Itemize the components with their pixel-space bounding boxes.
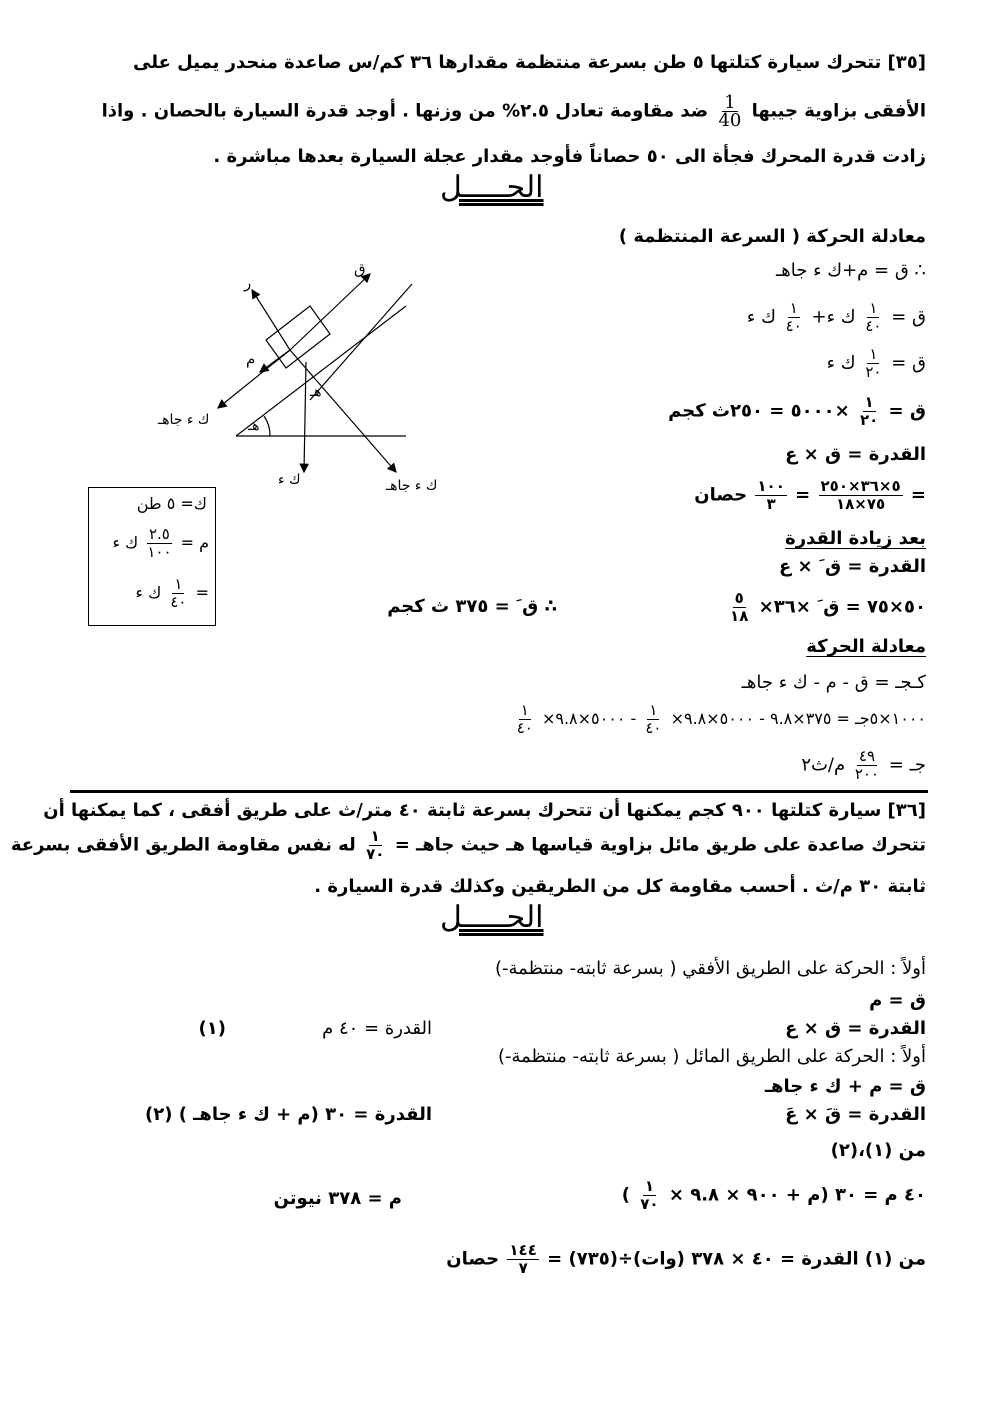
p35-eq2-frac-b-num: ١ [789,299,798,317]
p35-force2-result: ∴ ق َ = ٣٧٥ ث كجم [387,596,557,617]
p36-step8 [622,1178,926,1213]
p36-problem-line2a: تتحرك صاعدة على طريق مائل بزاوية قياسها هـ حيث جاهـ = [394,834,926,856]
p35-problem-line2a: الأفقى بزاوية جيبها [751,100,926,122]
p35-power2-frac-den: ١٨ [730,607,749,625]
p35-power-calc [694,478,926,513]
resistance-label: م [246,350,256,368]
p35-eq4-rhs: ×٥٠٠٠ = ٢٥٠ث كجم [668,400,850,422]
p36-problem-line2 [11,828,926,863]
p35-eq7-lhs: جـ = [888,754,926,776]
p35-problem-fraction-num: 1 [724,92,736,113]
p35-eq3-rhs: ك ء [826,352,856,374]
p35-eq6-frac-b [515,702,535,737]
p36-step9 [446,1242,926,1277]
givens-frac2-den: ٤٠ [170,593,187,611]
p36-problem-line2b: له نفس مقاومة الطريق الأفقى بسرعة [10,834,356,856]
p36-step8-frac-num: ١ [644,1177,655,1195]
p36-step8-text: ٤٠ م = ٣٠ (م + ٩٠٠ × ٩.٨ × [668,1184,926,1206]
p35-eq4-frac [858,394,880,429]
p35-eq7-unit: م/ث٢ [801,754,846,776]
p36-step3c: (١) [198,1018,226,1039]
p36-step8b: م = ٣٧٨ نيوتن [273,1188,402,1209]
p36-problem-fraction-den: ٧٠ [366,845,385,863]
p35-eq6 [513,702,926,737]
givens-m-frac-num: ٢.٥ [148,525,170,543]
section-divider [70,790,928,793]
p35-problem-line3: زادت قدرة المحرك فجأة الى ٥٠ حصاناً فأوجد مقدار عجلة السيارة بعدها مباشرة . [213,146,926,167]
p35-power-calc-frac-den: ٧٥×١٨ [835,495,886,513]
p35-power-calc-frac-num: ٥×٣٦×٢٥٠ [820,477,901,495]
normal-label: ر [244,274,252,292]
p35-power-result-eq: = [795,484,811,506]
p36-step6b: القدرة = ٣٠ (م + ك ء جاهـ ) (٢) [145,1104,432,1125]
p35-problem-fraction-den: 40 [718,110,742,131]
p35-eq5: كـجـ = ق - م - ك ء جاهـ [741,672,926,693]
p36-step7: من (١)،(٢) [830,1140,926,1161]
p36-step8-close: ) [621,1184,630,1206]
givens-frac2-num: ١ [174,575,183,593]
p35-power-calc-frac [819,478,903,513]
p35-eq7 [801,748,926,783]
p35-eq2-frac-a-den: ٤٠ [865,317,882,335]
p35-eq4 [668,394,926,429]
p35-problem-line1: [٣٥] تتحرك سيارة كتلتها ٥ طن بسرعة منتظمة مقدارها ٣٦ كم/س صاعدة منحدر يميل على [133,52,926,73]
p36-step3: القدرة = ق × ع [785,1018,926,1039]
p36-step9-unit: حصان [446,1248,500,1270]
givens-frac2 [168,576,188,611]
p36-step8-frac-den: ٧٠ [640,1195,659,1213]
givens-box [88,487,216,626]
givens-resistance2 [135,576,209,611]
weight-arrow [304,362,306,472]
p35-motion-heading: معادلة الحركة ( السرعة المنتظمة ) [618,226,926,247]
givens-kg2: ك ء [135,583,162,602]
p35-eq6-frac-b-den: ٤٠ [516,719,533,737]
p36-step9-frac [507,1242,538,1277]
givens-eq2: = [195,583,209,602]
p36-problem-fraction [364,828,386,863]
p35-power-unit: حصان [694,484,748,506]
p35-eq2-frac-a-num: ١ [869,299,878,317]
p35-problem-fraction [716,94,743,129]
p35-eq7-frac-den: ٢٠٠ [854,765,880,783]
givens-m-kg: ك ء [112,533,139,552]
force-diagram [140,250,460,500]
p35-eq3-frac [863,346,883,381]
p36-step6: القدرة = قَ × عَ [785,1104,926,1125]
p35-eq2-lhs: ق = [891,306,926,328]
p35-eq7-frac [853,748,881,783]
p35-eq2-frac-a [863,300,883,335]
p35-power2-eq [726,590,926,625]
p35-eq2-rhs: ك ء [746,306,776,328]
angle-arc [264,416,270,436]
p36-problem-fraction-num: ١ [370,827,380,845]
p35-eq7-frac-num: ٤٩ [858,747,876,765]
p35-power-result-frac [755,478,786,513]
p35-eq6-text: ١٠٠٠×٥جـ = ٣٧٥×٩.٨ - ٥٠٠٠×٩.٨× [670,709,926,728]
p35-eq4-frac-num: ١ [864,393,874,411]
p35-motion2-heading-text: معادلة الحركة [806,636,926,657]
p35-power-label: القدرة = ق × ع [785,444,926,465]
p36-step2: ق = م [869,990,926,1011]
givens-mass: ك= ٥ طن [136,494,207,513]
p35-eq3 [827,346,926,381]
p35-eq3-lhs: ق = [891,352,926,374]
p35-power2-frac [728,590,750,625]
p35-eq2-kg-a: ك ء [826,306,856,328]
p35-power2-label: القدرة = ق َ × ع [778,556,926,577]
p35-eq2: ق = $\frac{١}{٤٠}$ ك ء+ $\frac{١}{٤٠}$ ك ء [746,299,926,335]
p36-step8-frac [638,1178,660,1213]
p35-eq2-frac-b-den: ٤٠ [785,317,802,335]
p35-power-calc-eq: = [910,484,926,506]
p36-step3b: القدرة = ٤٠ م [322,1018,432,1039]
p36-step9-frac-den: ٧ [518,1259,528,1277]
p35-eq6b-text: - ٥٠٠٠×٩.٨× [541,709,637,728]
givens-m-frac [145,526,173,561]
p35-eq6-frac-a-num: ١ [649,701,658,719]
p35-power-result-den: ٣ [766,495,776,513]
p36-step5: ق = م + ك ء جاهـ [764,1076,926,1097]
p36-problem-line3: ثابتة ٣٠ م/ث . أحسب مقاومة كل من الطريقين وكذلك قدرة السيارة . [314,876,926,897]
p35-power2-eq-text: ٥٠×٧٥ = ق َ ×٣٦× [758,596,926,618]
p35-solution-heading: الحـــــل [440,170,544,205]
p35-power2-frac-num: ٥ [734,589,744,607]
p35-eq6-frac-b-num: ١ [520,701,529,719]
angle-label-base: هـ [248,418,260,434]
p35-eq1: ∴ ق = م+ك ء جاهـ [775,260,926,281]
p35-eq4-frac-den: ٢٠ [859,411,879,429]
p35-eq6-frac-a-den: ٤٠ [645,719,662,737]
p35-eq3-frac-num: ١ [869,345,878,363]
p35-eq4-lhs: ق = [888,400,926,422]
p35-after-increase-text: بعد زيادة القدرة [785,528,926,549]
p35-eq2-frac-b [784,300,804,335]
component-arrow-2 [290,350,396,472]
p36-problem-line1: [٣٦] سيارة كتلتها ٩٠٠ كجم يمكنها أن تتحرك بسرعة ثابتة ٤٠ متر/ث على طريق أفقى ، كما يمكنها أن [43,800,926,821]
p35-after-increase [785,528,926,549]
component-label-2: ك ء جاهـ [386,478,438,494]
p36-step1: أولاً : الحركة على الطريق الأفقي ( بسرعة ثابته- منتظمة-) [495,958,926,979]
p35-eq3-frac-den: ٢٠ [865,363,882,381]
p35-motion2-heading [806,636,926,657]
component-label-1: ك ء جاهـ [158,412,210,428]
p35-problem-line2 [102,94,926,129]
p36-step9-text: من (١) القدرة = ٤٠ × ٣٧٨ (وات)÷(٧٣٥) = [547,1248,926,1270]
angle-label-top: هـ [310,384,322,400]
p36-step4: أولاً : الحركة على الطريق المائل ( بسرعة ثابته- منتظمة-) [497,1046,926,1067]
p36-solution-heading: الحـــــل [440,900,544,935]
weight-label: ك ء [278,472,301,488]
force-label: ق [354,260,366,278]
p35-problem-line2b: ضد مقاومة تعادل ٢.٥% من وزنها . أوجد قدرة السيارة بالحصان . واذا [101,100,709,122]
givens-m-frac-den: ١٠٠ [147,543,172,561]
givens-m-label: م = [180,533,209,552]
givens-resistance [112,526,209,561]
p35-power-result-num: ١٠٠ [757,477,785,495]
p36-step9-frac-num: ١٤٤ [509,1241,537,1259]
p35-eq6-frac-a [643,702,663,737]
normal-arrow [252,290,290,350]
parallel-line-1 [310,284,412,400]
